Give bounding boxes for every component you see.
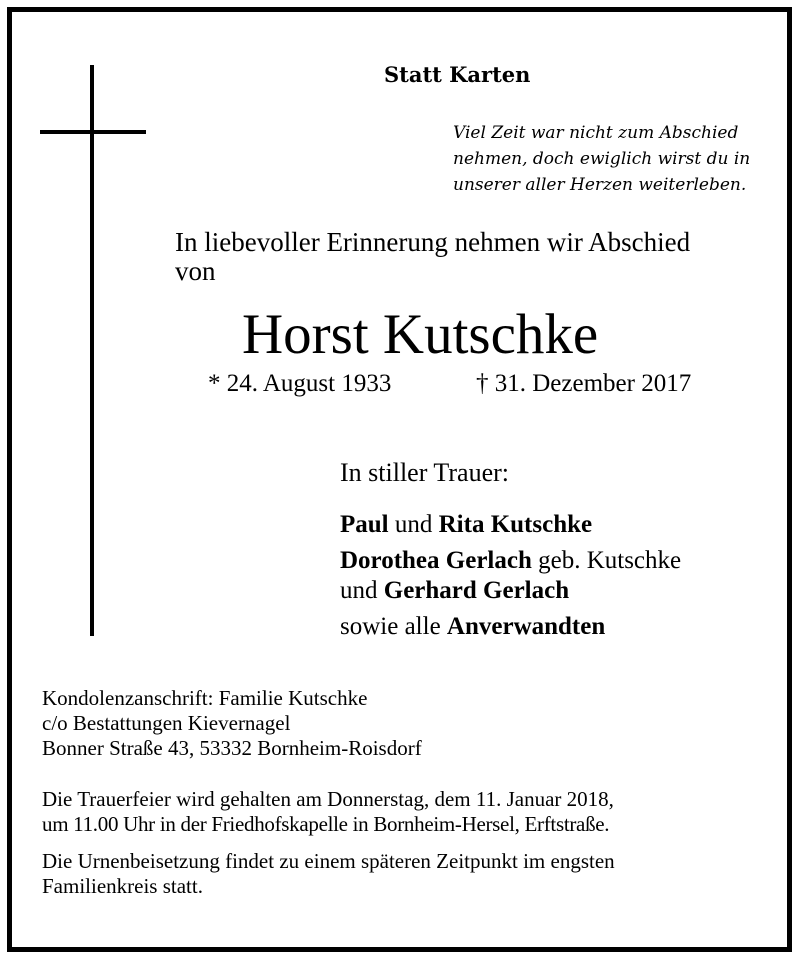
deceased-name: Horst Kutschke xyxy=(242,303,599,366)
memorial-quote xyxy=(453,120,750,198)
notice-heading: Statt Karten xyxy=(384,62,531,87)
family-line-4 xyxy=(340,612,605,642)
ceremony-line: um 11.00 Uhr in der Friedhofskapelle in Bornheim-Hersel, Erftstraße. xyxy=(42,812,610,836)
family-line-2 xyxy=(340,546,681,576)
family-connector: geb. Kutschke xyxy=(531,547,682,574)
intro-line: von xyxy=(175,256,216,286)
urn-line: Die Urnenbeisetzung findet zu einem späteren Zeitpunkt im engsten xyxy=(42,849,615,873)
death-date: † 31. Dezember 2017 xyxy=(476,370,692,397)
family-connector: und xyxy=(388,511,439,538)
condolence-line: Kondolenzanschrift: Familie Kutschke xyxy=(42,686,368,710)
family-name: Paul xyxy=(340,511,389,538)
family-name: Rita Kutschke xyxy=(438,511,593,538)
family-line-3 xyxy=(340,576,569,606)
family-connector: sowie alle xyxy=(340,613,447,640)
family-connector: und xyxy=(340,577,384,604)
family-line-1 xyxy=(340,510,592,540)
condolence-line: Bonner Straße 43, 53332 Bornheim-Roisdorf xyxy=(42,736,422,760)
family-name: Gerhard Gerlach xyxy=(383,577,570,604)
urn-burial-info xyxy=(42,849,615,899)
quote-line: nehmen, doch ewiglich wirst du in xyxy=(453,149,751,169)
birth-date: * 24. August 1933 xyxy=(208,370,392,397)
urn-line: Familienkreis statt. xyxy=(42,874,203,898)
family-name: Dorothea Gerlach xyxy=(340,547,532,574)
quote-line: unserer aller Herzen weiterleben. xyxy=(453,175,747,195)
cross-icon-horizontal xyxy=(40,130,146,134)
ceremony-line: Die Trauerfeier wird gehalten am Donnerstag, dem 11. Januar 2018, xyxy=(42,787,614,811)
ceremony-info xyxy=(42,787,614,837)
intro-line: In liebevoller Erinnerung nehmen wir Abschied xyxy=(175,227,691,257)
cross-icon-vertical xyxy=(90,65,94,636)
condolence-address xyxy=(42,686,422,761)
mourning-label: In stiller Trauer: xyxy=(340,458,509,487)
quote-line: Viel Zeit war nicht zum Abschied xyxy=(453,123,739,143)
family-name: Anverwandten xyxy=(446,613,606,640)
intro-text xyxy=(175,228,690,286)
condolence-line: c/o Bestattungen Kievernagel xyxy=(42,711,291,735)
